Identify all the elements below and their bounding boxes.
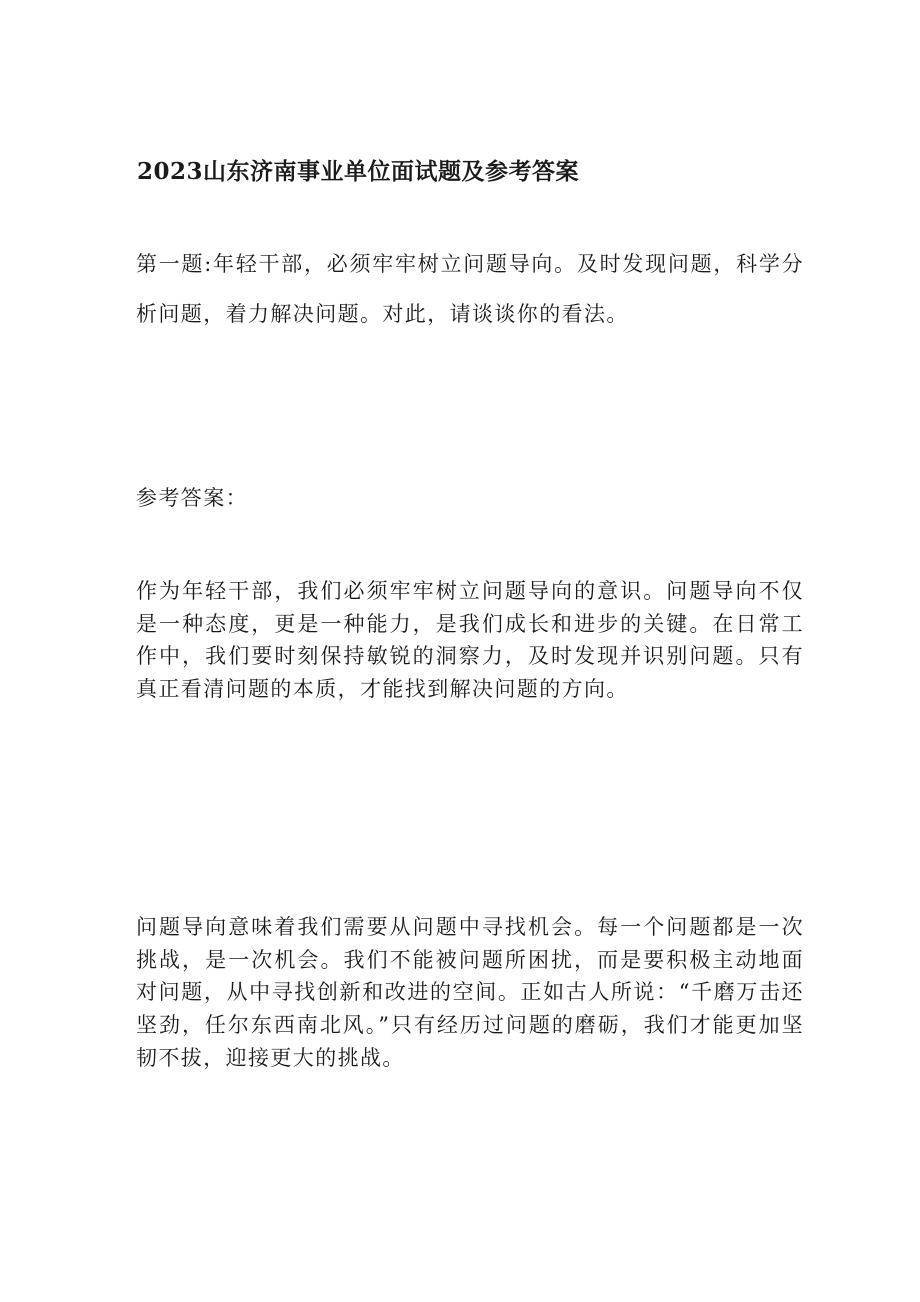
question-paragraph: 第一题:年轻干部，必须牢牢树立问题导向。及时发现问题，科学分析问题，着力解决问题。对此，请谈谈你的看法。 [136,252,804,326]
document-title: 2023山东济南事业单位面试题及参考答案 [137,158,580,185]
answer-paragraph: 问题导向意味着我们需要从问题中寻找机会。每一个问题都是一次挑战，是一次机会。我们不能被问题所困扰，而是要积极主动地面对问题，从中寻找创新和改进的空间。正如古人所说：“千磨万击还坚劲，任尔东西南北风。”只有经历过问题的磨砺，我们才能更加坚韧不拔，迎接更大的挑战。 [136,915,804,1070]
answer-paragraph: 作为年轻干部，我们必须牢牢树立问题导向的意识。问题导向不仅是一种态度，更是一种能力，是我们成长和进步的关键。在日常工作中，我们要时刻保持敏锐的洞察力，及时发现并识别问题。只有真正看清问题的本质，才能找到解决问题的方向。 [136,579,804,702]
answer-label: 参考答案： [136,486,248,510]
